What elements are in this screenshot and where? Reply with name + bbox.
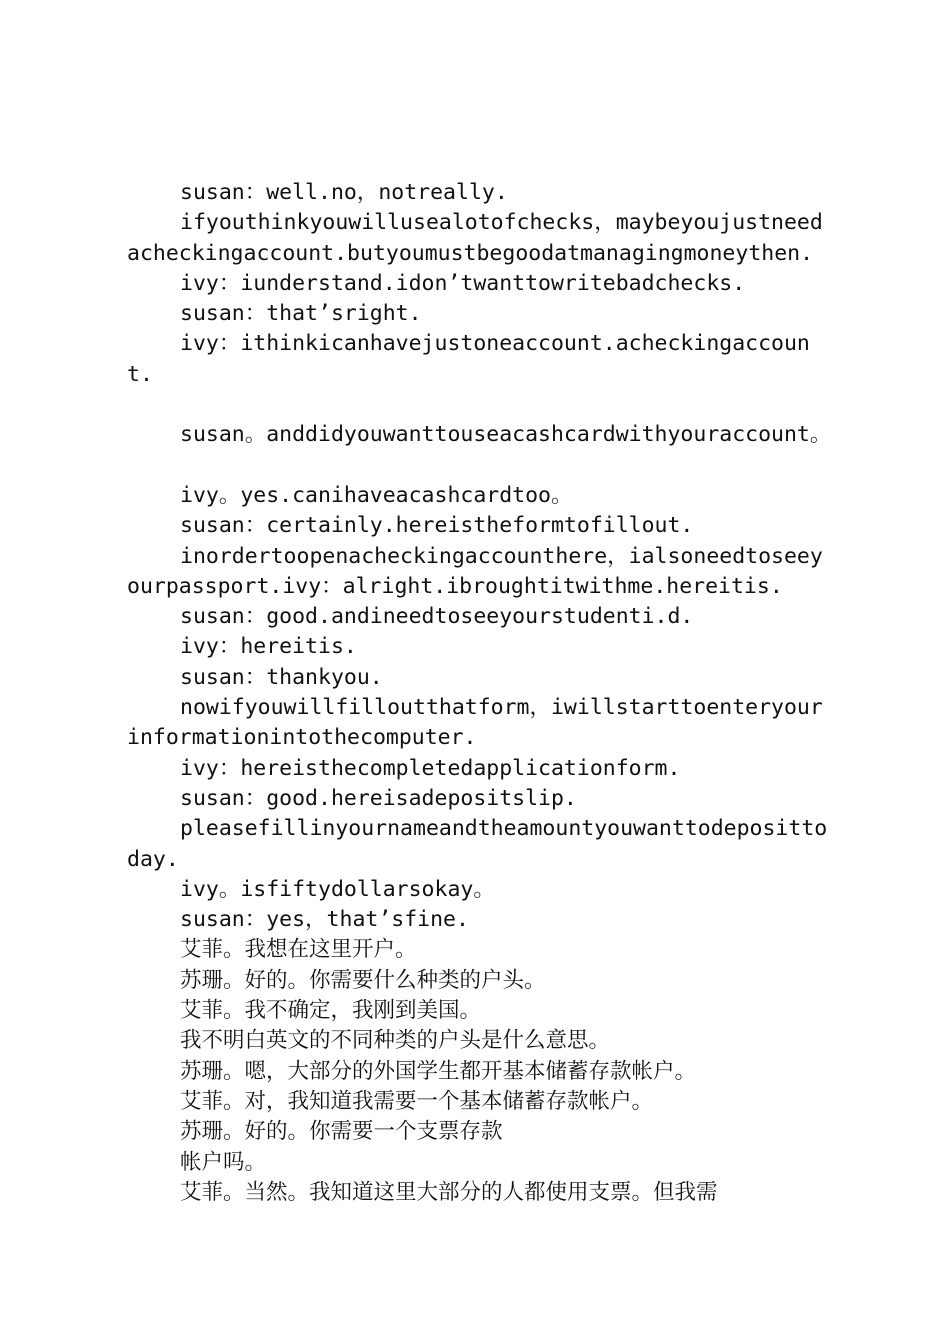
paragraph-15: susan：good.hereisadepositslip. bbox=[180, 785, 577, 811]
blank-line bbox=[127, 390, 833, 420]
paragraph-23: 苏珊。嗯，大部分的外国学生都开基本储蓄存款帐户。 bbox=[180, 1058, 697, 1084]
paragraph-25: 苏珊。好的。你需要一个支票存款 bbox=[180, 1119, 503, 1145]
paragraph-17: ivy。isfiftydollarsokay。 bbox=[180, 876, 495, 902]
paragraph-20: 苏珊。好的。你需要什么种类的户头。 bbox=[180, 967, 546, 993]
paragraph-24: 艾菲。对，我知道我需要一个基本储蓄存款帐户。 bbox=[180, 1088, 654, 1114]
blank-line bbox=[127, 451, 833, 481]
paragraph-5: ivy：ithinkicanhavejustoneaccount.acheckingaccount. bbox=[127, 331, 810, 387]
paragraph-14: ivy：hereisthecompletedapplicationform. bbox=[180, 755, 681, 781]
paragraph-7: ivy。yes.canihaveacashcardtoo。 bbox=[180, 482, 573, 508]
paragraph-12: susan：thankyou. bbox=[180, 664, 383, 690]
paragraph-1: susan：well.no，notreally. bbox=[180, 180, 508, 205]
paragraph-11: ivy：hereitis. bbox=[180, 634, 357, 660]
paragraph-26: 帐户吗。 bbox=[180, 1149, 267, 1175]
paragraph-6: susan。anddidyouwanttouseacashcardwithyouraccount。 bbox=[180, 422, 832, 448]
paragraph-9: inordertoopenacheckingaccounthere，ialsoneedtoseeyourpassport.ivy：alright.ibroughtitwithme.hereitis. bbox=[127, 543, 823, 599]
paragraph-16: pleasefillinyournameandtheamountyouwanttodeposittoday. bbox=[127, 816, 828, 872]
paragraph-18: susan：yes，that’sfine. bbox=[180, 907, 469, 933]
document-body bbox=[127, 178, 833, 1208]
paragraph-19: 艾菲。我想在这里开户。 bbox=[180, 937, 417, 963]
paragraph-10: susan：good.andineedtoseeyourstudenti.d. bbox=[180, 604, 694, 630]
paragraph-2: ifyouthinkyouwillusealotofchecks，maybeyoujustneedacheckingaccount.butyoumustbegoodatmanagingmoneythen. bbox=[127, 210, 823, 266]
paragraph-8: susan：certainly.hereistheformtofillout. bbox=[180, 513, 694, 539]
paragraph-27: 艾菲。当然。我知道这里大部分的人都使用支票。但我需 bbox=[180, 1179, 718, 1205]
paragraph-4: susan：that’sright. bbox=[180, 301, 422, 327]
paragraph-13: nowifyouwillfilloutthatform，iwillstarttoenteryourinformationintothecomputer. bbox=[127, 695, 823, 751]
paragraph-3: ivy：iunderstand.idon’twanttowritebadchecks. bbox=[180, 270, 746, 296]
paragraph-22: 我不明白英文的不同种类的户头是什么意思。 bbox=[180, 1028, 611, 1054]
paragraph-21: 艾菲。我不确定，我刚到美国。 bbox=[180, 998, 482, 1024]
